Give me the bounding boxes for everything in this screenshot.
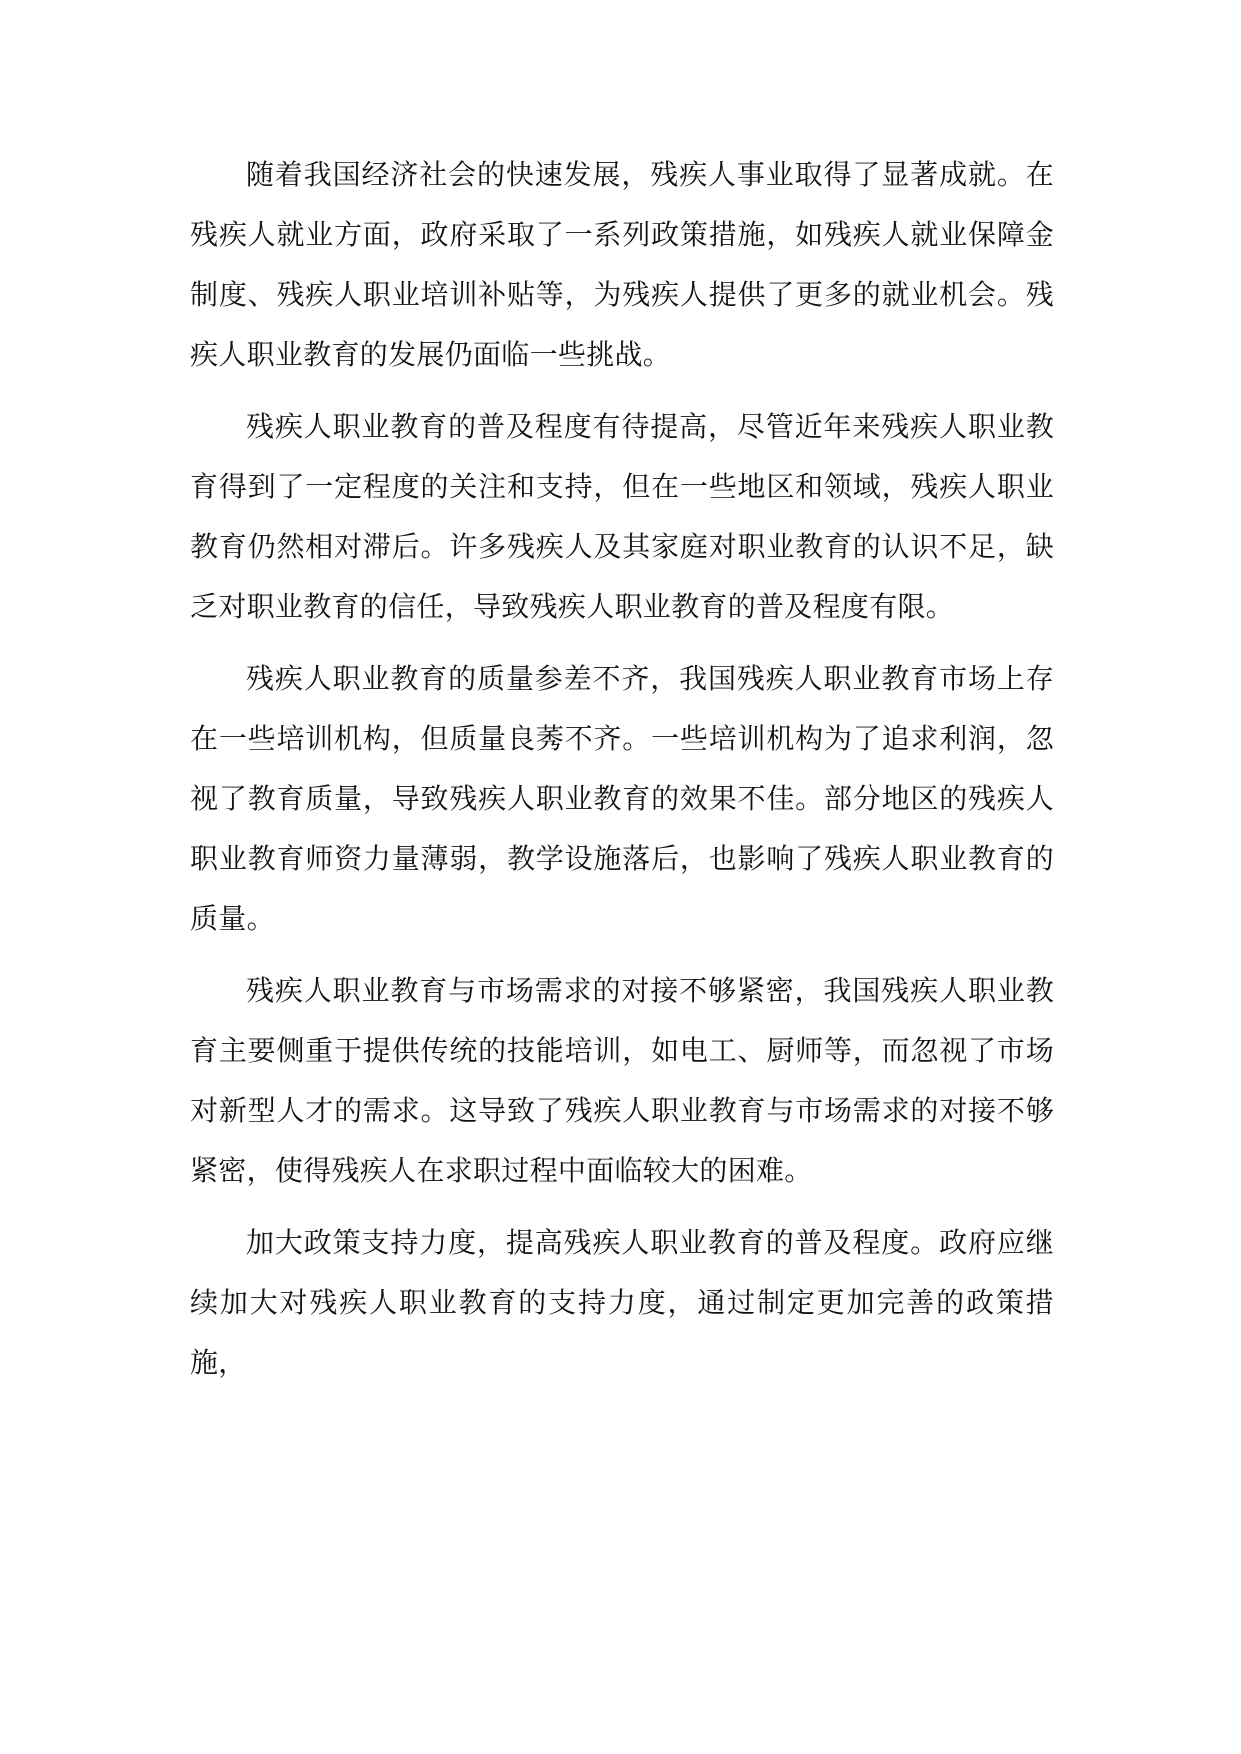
paragraph-4: 残疾人职业教育与市场需求的对接不够紧密，我国残疾人职业教育主要侧重于提供传统的技能培训，如电工、厨师等，而忽视了市场对新型人才的需求。这导致了残疾人职业教育与市场需求的对接不够紧密，使得残疾人在求职过程中面临较大的困难。: [190, 974, 1054, 1187]
paragraph-3: 残疾人职业教育的质量参差不齐，我国残疾人职业教育市场上存在一些培训机构，但质量良莠不齐。一些培训机构为了追求利润，忽视了教育质量，导致残疾人职业教育的效果不佳。部分地区的残疾人职业教育师资力量薄弱，教学设施落后，也影响了残疾人职业教育的质量。: [190, 662, 1054, 935]
paragraph-1: 随着我国经济社会的快速发展，残疾人事业取得了显著成就。在残疾人就业方面，政府采取了一系列政策措施，如残疾人就业保障金制度、残疾人职业培训补贴等，为残疾人提供了更多的就业机会。残疾人职业教育的发展仍面临一些挑战。: [190, 158, 1054, 371]
paragraph-5: 加大政策支持力度，提高残疾人职业教育的普及程度。政府应继续加大对残疾人职业教育的支持力度，通过制定更加完善的政策措施，: [190, 1226, 1054, 1379]
paragraph-2: 残疾人职业教育的普及程度有待提高，尽管近年来残疾人职业教育得到了一定程度的关注和支持，但在一些地区和领域，残疾人职业教育仍然相对滞后。许多残疾人及其家庭对职业教育的认识不足，缺乏对职业教育的信任，导致残疾人职业教育的普及程度有限。: [190, 410, 1054, 623]
document-body: [190, 145, 1054, 1393]
